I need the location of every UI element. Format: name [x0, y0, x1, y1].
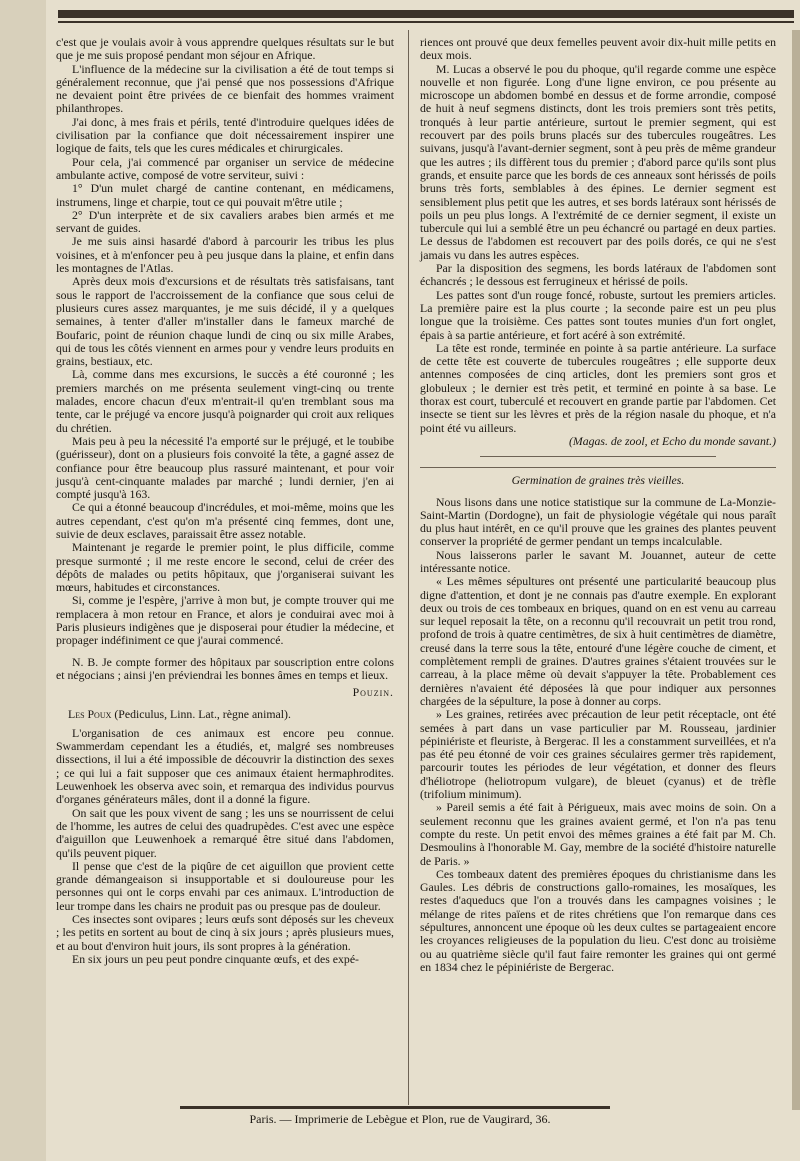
column-divider — [408, 30, 409, 1105]
paragraph: Je me suis ainsi hasardé d'abord à parcourir les tribus les plus voisines, et à m'enfoncer peu à peu jusque dans la plaine, et enfin dans les montagnes de l'Atlas. — [56, 234, 394, 276]
paragraph: c'est que je voulais avoir à vous apprendre quelques résultats sur le but que je me suis proposé pendant mon séjour en Afrique. — [56, 35, 394, 63]
paragraph: L'organisation de ces animaux est encore peu connue. Swammerdam cependant les a étudiés, et, malgré ses nombreuses dissections, il lui a été impossible de découvrir la distinction des sexes ; ce qui lui a fait supposer que ces animaux étaient hermaphrodites. Leuwenhoek les observa avec soin, et remarqua des individus pourvus d'organes générateurs mâles, dont il a donné la figure. — [56, 725, 394, 807]
footer-rule — [180, 1106, 610, 1109]
paragraph: Si, comme je l'espère, j'arrive à mon but, je compte trouver qui me remplacera à mon retour en France, et alors je conduirai avec moi à Paris plusieurs indigènes que je disposerai pour étudier la médecine, et propager indéfiniment ce que j'aurai commencé. — [56, 593, 394, 648]
paragraph: Nous laisserons parler le savant M. Jouannet, auteur de cette intéressante notice. — [420, 547, 776, 575]
paragraph: La tête est ronde, terminée en pointe à sa partie antérieure. La surface de cette tête est couverte de tubercules rougeâtres ; elle supporte deux antennes composées de cinq articles, dont les premiers sont gros et globuleux ; le dernier est très petit, et terminé en pointe à sa base. Le thorax est court, tuberculé et recouvert en grande partie par l'abdomen. Cet insecte se tient sur les lèvres et près de la région nasale du phoque, et n'a point été vu ailleurs. — [420, 340, 776, 435]
paragraph: Ce qui a étonné beaucoup d'incrédules, et moi-même, moins que les autres cependant, c'est qu'on m'a présenté cinq femmes, dont une, suivie de deux esclaves, paraissait être assez notable. — [56, 500, 394, 541]
right-column — [420, 36, 776, 974]
paragraph: Là, comme dans mes excursions, le succès a été couronné ; les premiers marchés on me présenta seulement vingt-cinq ou trente malades, encore chacun d'eux m'entrait-il qu'en tremblant sous ma tente, car le préjugé va encore jusqu'à poignarder qui croit aux reliques du chrétien. — [56, 367, 394, 435]
paragraph: Par la disposition des segmens, les bords latéraux de l'abdomen sont échancrés ; le dessous est ferrugineux et hérissé de poils. — [420, 261, 776, 289]
paragraph: Ces tombeaux datent des premières époques du christianisme dans les Gaules. Les débris de constructions gallo-romaines, les mosaïques, les restes d'aqueducs que l'on a trouvés dans les campagnes voisines ; le mélange de rites païens et de rites chrétiens que l'on remarque dans ces sépultures, annoncent une époque où les deux cultes se partageaient encore les croyances religieuses de la population du lieu. C'est donc au troisième ou au quatrième siècle qu'il faut faire remonter les graines qui ont germé en 1834 chez le pépiniériste de Bergerac. — [420, 866, 776, 974]
page-edge-shadow — [792, 30, 800, 1110]
section-divider — [480, 456, 716, 457]
author-signature: Pouzin. — [352, 685, 394, 700]
section-heading-subtitle: (Pediculus, Linn. Lat., règne animal). — [114, 706, 291, 721]
paragraph: On sait que les poux vivent de sang ; les uns se nourrissent de celui de l'homme, les autres de celui des quadrupèdes. C'est avec une espèce d'aiguillon que Leuwenhoek a remarqué être situé dans l'abdomen, qu'ils peuvent piquer. — [56, 805, 394, 860]
paragraph: 1° D'un mulet chargé de cantine contenant, en médicamens, instrumens, linge et charpie, tout ce qui pouvait m'être utile ; — [56, 181, 394, 209]
paragraph: Nous lisons dans une notice statistique sur la commune de La-Monzie-Saint-Martin (Dordogne), un fait de physiologie végétale qui nous paraît du plus haut intérêt, en ce qu'il prouve que les graines des plantes peuvent conserver la propriété de germer pendant un temps incalculable. — [420, 494, 776, 549]
paragraph: Mais peu à peu la nécessité l'a emporté sur le préjugé, et le toubibe (guérisseur), dont on a plusieurs fois convoité la tête, a gagné assez de confiance pour être beaucoup plus rassuré maintenant, et pour voir jusqu'à cent-cinquante malades par marché ; lundi dernier, j'en ai compté jusqu'à 163. — [56, 433, 394, 502]
paragraph: M. Lucas a observé le pou du phoque, qu'il regarde comme une espèce nouvelle et non figurée. Long d'une ligne environ, ce pou présente au microscope un abdomen bombé en dessus et de forme arrondie, composé de huit à neuf segmens distincts, dont les trois premiers sont très petits, tronqués à leur partie antérieure, surtout le premier segment, qui est recouvert par des poils bruns placés sur des tubercules rougeâtres. Les suivans, jusqu'à l'avant-dernier segment, sont à peu près de même grandeur que les autres ; ils diffèrent tous du premier ; d'abord parce qu'ils sont plus grands, et ensuite parce que les bords de ces anneaux sont hérissés de poils bruns très forts, semblables à des épines. Le dernier segment est sensiblement plus petit que les autres, et ses bords latéraux sont hérissés de poils un peu plus longs. A l'extrémité de ce dernier segment, il existe un tubercule qui lui a semblé être un peu échancré ou partagé en deux parties. Le dessus de l'abdomen est recouvert par des poils dorés, ce qui ne s'est jamais vu dans les autres espèces. — [420, 61, 776, 262]
top-rule — [58, 10, 794, 18]
paragraph: Il pense que c'est de la piqûre de cet aiguillon que provient cette grande démangeaison si insupportable et si douloureuse pour les personnes qui ont le corps envahi par ces animaux. L'introduction de leur trompe dans les chairs ne produit pas ou presque pas de douleur. — [56, 858, 394, 913]
note-paragraph: N. B. Je compte former des hôpitaux par souscription entre colons et négocians ; ainsi j'en préviendrai les bonnes âmes en temps et lieux. — [56, 654, 394, 682]
section-heading: Germination de graines très vieilles. — [420, 467, 776, 487]
printer-imprint: Paris. — Imprimerie de Lebègue et Plon, rue de Vaugirard, 36. — [249, 1112, 551, 1126]
top-rule-thin — [58, 21, 794, 23]
paragraph: Ces insectes sont ovipares ; leurs œufs sont déposés sur les cheveux ; les petits en sortent au bout de cinq à six jours ; après plusieurs mues, et au bout d'environ huit jours, ils sont propres à la génération. — [56, 912, 394, 953]
quote-paragraph: » Les graines, retirées avec précaution de leur petit réceptacle, ont été semées à part dans un vase particulier par M. Rousseau, jardinier pépiniériste et fleuriste, à Bergerac. Il les a constamment surveillées, et n'a pas été peu étonné de voir ces graines séculaires germer très rapidement, parcourir toutes les périodes de leur végétation, et donner des fleurs d'héliotrope (heliotropum vulgare), de bleuet (cyanus) et de trèfle (trifolium minimum). — [420, 707, 776, 802]
paragraph: Les pattes sont d'un rouge foncé, robuste, surtout les premiers articles. La première paire est la plus courte ; la seconde paire est un peu plus longue que la troisième. Ces pattes sont toutes munies d'un fort onglet, épais à sa partie antérieure, et fort acéré à son extrémité. — [420, 287, 776, 342]
paragraph: Après deux mois d'excursions et de résultats très satisfaisans, tant sous le rapport de l'accroissement de la confiance que sous celui de plusieurs cures assez marquantes, je me suis décidé, il y a quelques semaines, à tenter d'aller m'installer dans le fameux marché de Boufaric, point de réunion chaque lundi de cinq ou six mille Arabes, qui de tous les côtés viennent en armes pour y vendre leurs produits en grains, bestiaux, etc. — [56, 274, 394, 369]
paragraph: Pour cela, j'ai commencé par organiser un service de médecine ambulante active, composé de votre serviteur, suivi : — [56, 154, 394, 182]
left-column — [56, 36, 394, 966]
section-heading-title: Les Poux — [68, 706, 112, 721]
quote-paragraph: » Pareil semis a été fait à Périgueux, mais avec moins de soin. On a seulement reconnu que les graines avaient germé, et l'on n'a pas tenu compte du reste. Un petit envoi des mêmes graines a été fait par M. Ch. Desmoulins à l'honorable M. Gay, membre de la société d'histoire naturelle de Paris. » — [420, 800, 776, 868]
paragraph: J'ai donc, à mes frais et périls, tenté d'introduire quelques idées de civilisation par la confiance que doit nécessairement inspirer une logique de faits, tels que les cures médicales et chirurgicales. — [56, 114, 394, 156]
paragraph: Maintenant je regarde le premier point, le plus difficile, comme presque surmonté ; il me reste encore le second, celui de créer des dépôts de malades ou petits hôpitaux, que j'organiserai suivant les mœurs, habitudes et circonstances. — [56, 540, 394, 595]
page-margin-shadow — [0, 0, 46, 1161]
paragraph: L'influence de la médecine sur la civilisation a été de tout temps si généralement reconnue, que j'ai pensé que nos possessions d'Afrique ne devaient point être privées de ce bienfait des hommes vraiment philanthropes. — [56, 61, 394, 116]
paragraph: riences ont prouvé que deux femelles peuvent avoir dix-huit mille petits en deux mois. — [420, 35, 776, 63]
paragraph: 2° D'un interprète et de six cavaliers arabes bien armés et me servant de guides. — [56, 207, 394, 236]
section-heading — [56, 708, 394, 721]
paragraph: En six jours un peu peut pondre cinquante œufs, et des expé- — [72, 951, 359, 966]
source-citation: (Magas. de zool, et Echo du monde savant.) — [568, 433, 776, 448]
quote-paragraph: « Les mêmes sépultures ont présenté une particularité beaucoup plus digne d'attention, et dont je ne connais pas d'autre exemple. En explorant deux ou trois de ces tombeaux en briques, quand on en est venu au carreau sur lequel reposait la tête, on a reconnu qu'il recouvrait un petit trou rond, profond de trois à quatre centimètres, de six à huit centimètres de diamètre, creusé dans la terre sous la tête, entouré d'une légère couche de ciment, et complètement rempli de graines. D'autres graines s'étaient trouvées sur le carreau, à la place même où devait s'appuyer la tête. Probablement ces dernières n'avaient été déposées là que pour indiquer aux personnes chargées de la sépulture, la pose à donner au corps. — [420, 574, 776, 708]
